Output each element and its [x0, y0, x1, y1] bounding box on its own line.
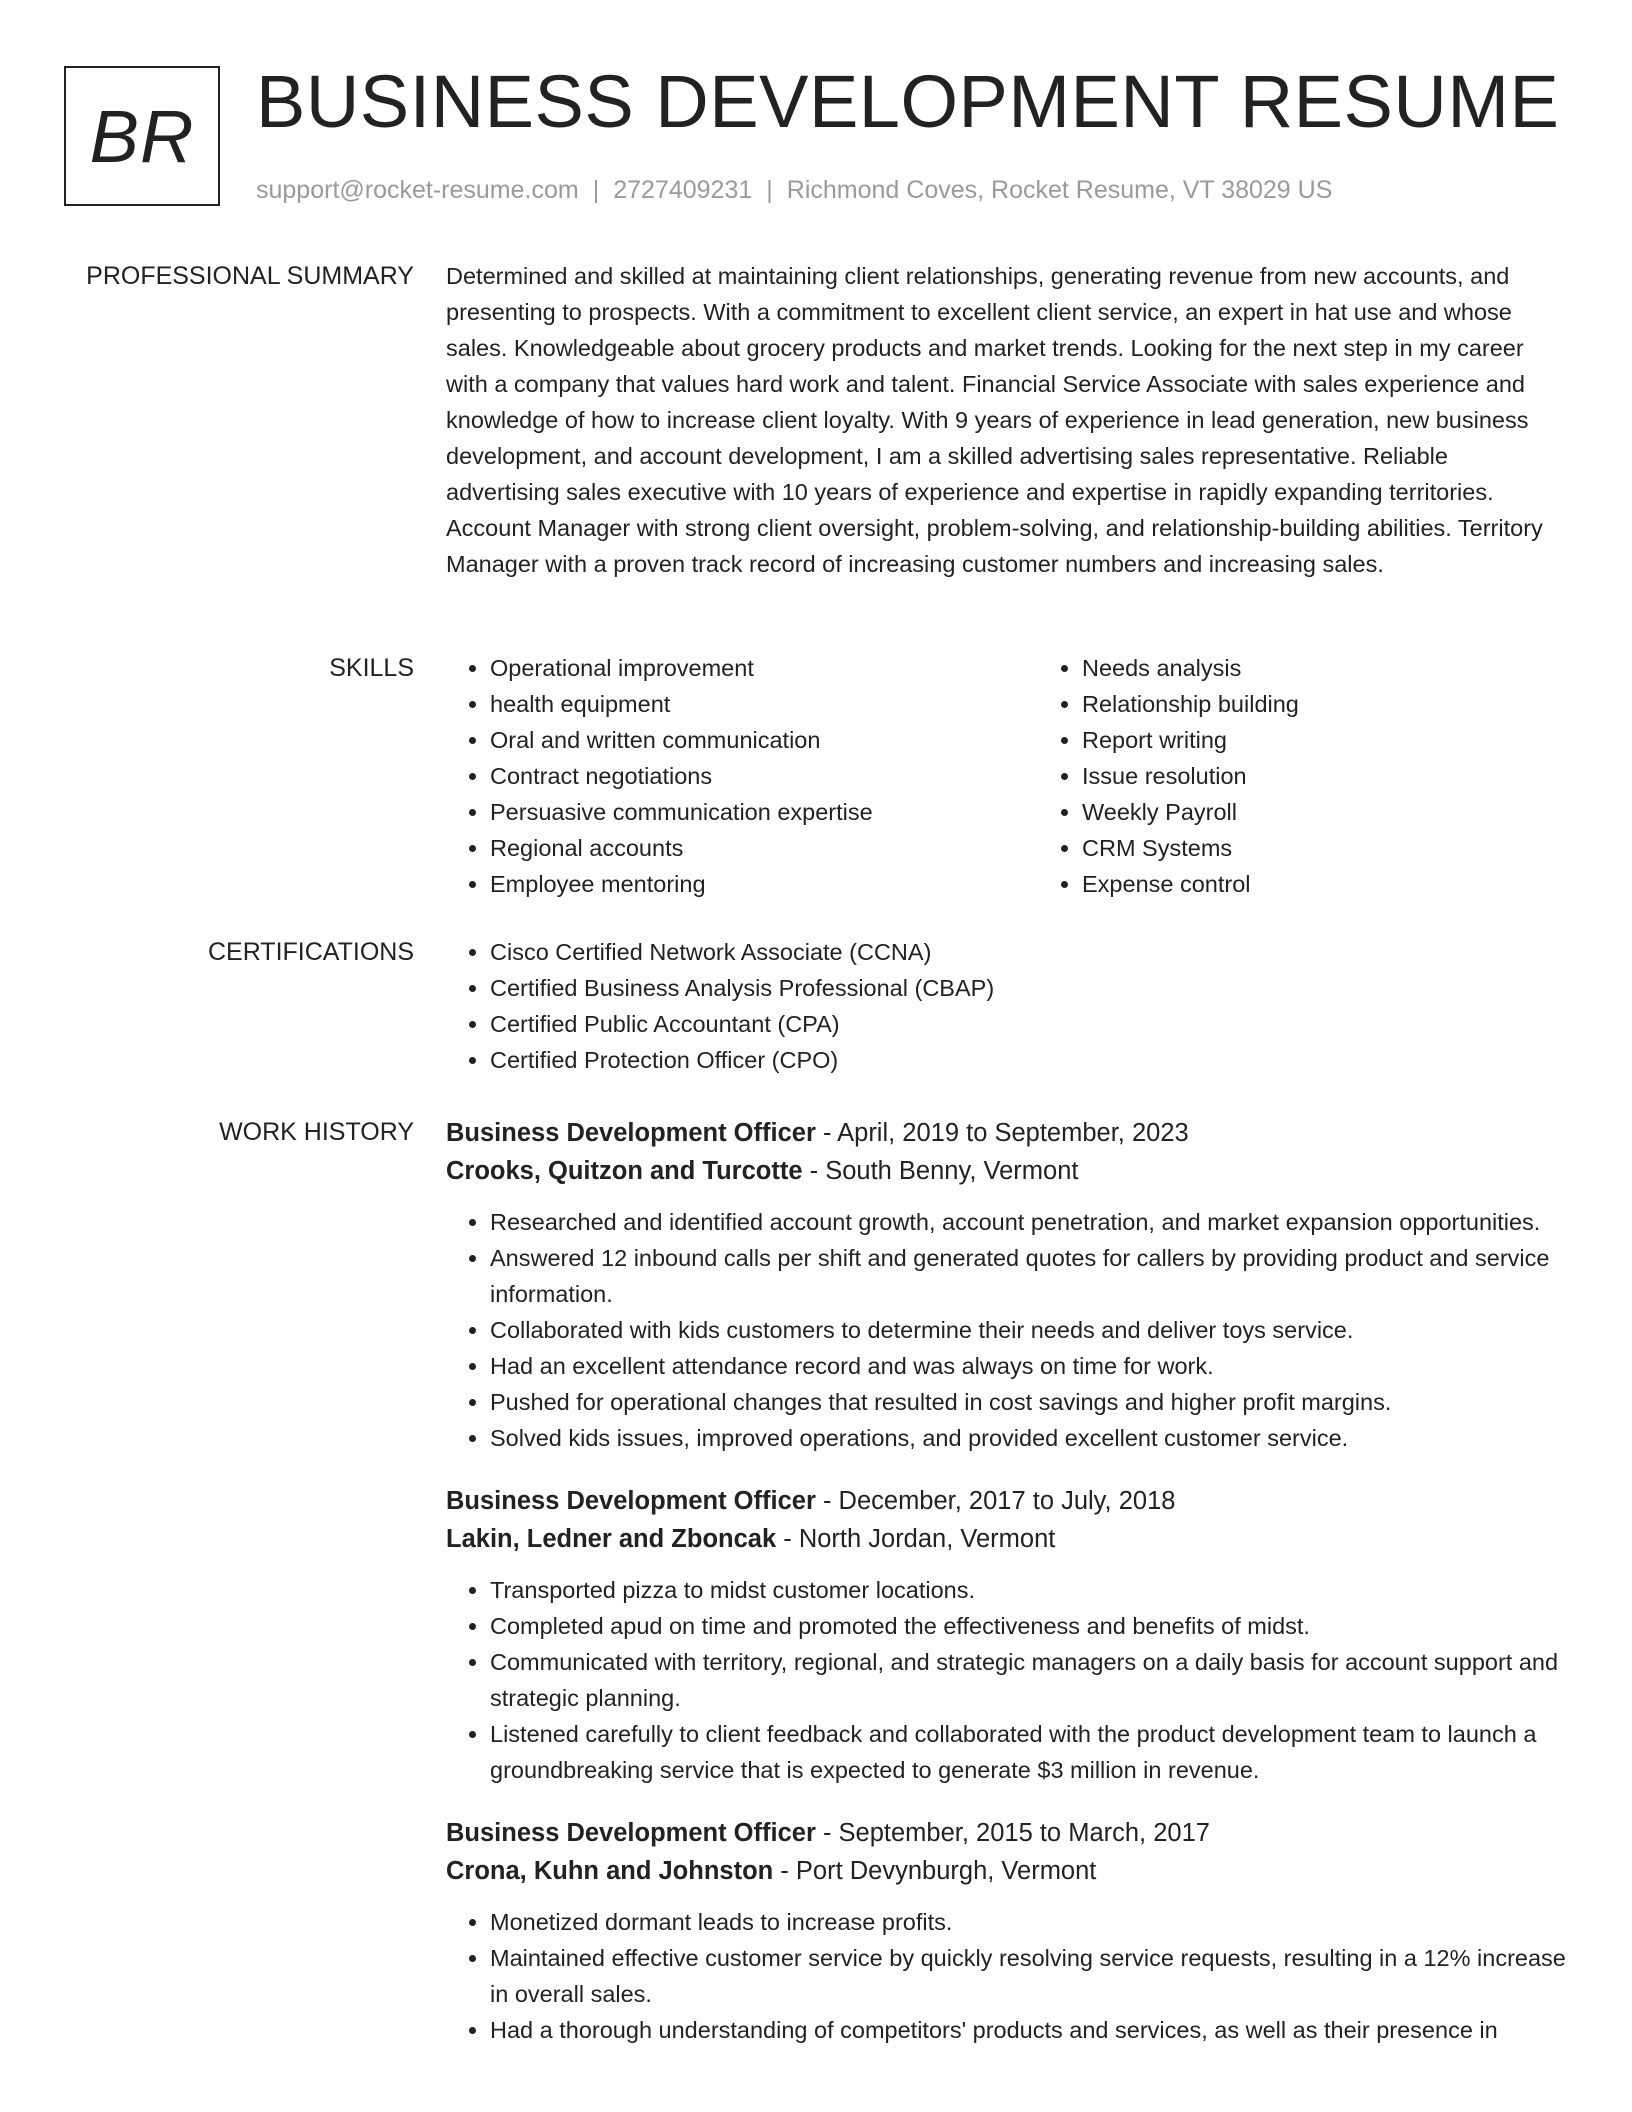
job-bullets — [446, 1204, 1566, 1456]
job-company: Crooks, Quitzon and Turcotte — [446, 1157, 803, 1185]
skill-item: • Persuasive communication expertise — [490, 794, 1038, 830]
job-entry — [446, 1114, 1566, 1456]
certifications-body — [446, 934, 1566, 1078]
job-title-line — [446, 1814, 1566, 1852]
skill-item: • Relationship building — [1082, 686, 1630, 722]
job-location: - Port Devynburgh, Vermont — [773, 1857, 1097, 1885]
job-bullet: • Answered 12 inbound calls per shift and generated quotes for callers by providing product and service information. — [490, 1240, 1566, 1312]
job-title-line — [446, 1114, 1566, 1152]
skill-item: • Expense control — [1082, 866, 1630, 902]
certification-item: • Cisco Certified Network Associate (CCNA) — [490, 934, 1566, 970]
job-bullet: • Had a thorough understanding of competitors' products and services, as well as their presence in — [490, 2012, 1566, 2048]
job-company-line — [446, 1852, 1566, 1890]
job-bullet: • Listened carefully to client feedback and collaborated with the product development team to launch a groundbreaking service that is expected to generate $3 million in revenue. — [490, 1716, 1566, 1788]
job-dates: - December, 2017 to July, 2018 — [815, 1487, 1176, 1515]
contact-phone[interactable]: 2727409231 — [613, 176, 753, 204]
job-bullet: • Pushed for operational changes that resulted in cost savings and higher profit margins. — [490, 1384, 1566, 1420]
summary-label: PROFESSIONAL SUMMARY — [86, 262, 414, 290]
skill-item: • CRM Systems — [1082, 830, 1630, 866]
certifications-list — [446, 934, 1566, 1078]
certifications-label: CERTIFICATIONS — [207, 938, 414, 966]
skill-item: • Regional accounts — [490, 830, 1038, 866]
certification-item: • Certified Public Accountant (CPA) — [490, 1006, 1566, 1042]
job-dates: - September, 2015 to March, 2017 — [815, 1819, 1210, 1847]
certification-item: • Certified Business Analysis Professional (CBAP) — [490, 970, 1566, 1006]
job-company-line — [446, 1520, 1566, 1558]
contact-line — [256, 174, 1332, 206]
skill-item: • Operational improvement — [490, 650, 1038, 686]
contact-separator: | — [766, 176, 773, 204]
job-company-line — [446, 1152, 1566, 1190]
summary-text: Determined and skilled at maintaining client relationships, generating revenue from new accounts, and presenting to prospects. With a commitment to excellent client service, an expert in hat use and whose sales. Knowledgeable about grocery products and market trends. Looking for the next step in my career with a company that values hard work and talent. Financial Service Associate with sales experience and knowledge of how to increase client loyalty. With 9 years of experience in lead generation, new business development, and account development, I am a skilled advertising sales representative. Reliable advertising sales executive with 10 years of experience and expertise in rapidly expanding territories. Account Manager with strong client oversight, problem-solving, and relationship-building abilities. Territory Manager with a proven track record of increasing customer numbers and increasing sales. — [446, 263, 1543, 577]
skills-list-left — [446, 650, 1038, 902]
job-bullet: • Had an excellent attendance record and was always on time for work. — [490, 1348, 1566, 1384]
summary-body — [446, 258, 1566, 582]
job-bullet: • Completed apud on time and promoted the effectiveness and benefits of midst. — [490, 1608, 1566, 1644]
skills-body — [446, 650, 1566, 902]
job-company: Crona, Kuhn and Johnston — [446, 1857, 774, 1885]
job-title: Business Development Officer — [446, 1119, 816, 1147]
work-history-body — [446, 1114, 1566, 2074]
contact-separator: | — [592, 176, 600, 204]
job-bullet: • Monetized dormant leads to increase profits. — [490, 1904, 1566, 1940]
skill-item: • Needs analysis — [1082, 650, 1630, 686]
job-bullet: • Solved kids issues, improved operations, and provided excellent customer service. — [490, 1420, 1566, 1456]
job-title: Business Development Officer — [446, 1487, 816, 1515]
contact-email[interactable]: support@rocket-resume.com — [256, 176, 579, 204]
skills-list-right — [1038, 650, 1630, 902]
job-bullet: • Collaborated with kids customers to determine their needs and deliver toys service. — [490, 1312, 1566, 1348]
skill-item: • Weekly Payroll — [1082, 794, 1630, 830]
job-location: - North Jordan, Vermont — [776, 1525, 1056, 1553]
job-bullet: • Maintained effective customer service by quickly resolving service requests, resulting in a 12% increase in overall sales. — [490, 1940, 1566, 2012]
job-bullet: • Communicated with territory, regional, and strategic managers on a daily basis for account support and strategic planning. — [490, 1644, 1566, 1716]
work-history-label: WORK HISTORY — [219, 1118, 414, 1146]
skill-item: • health equipment — [490, 686, 1038, 722]
job-title-line — [446, 1482, 1566, 1520]
resume-title: BUSINESS DEVELOPMENT RESUME — [256, 60, 1560, 143]
certification-item: • Certified Protection Officer (CPO) — [490, 1042, 1566, 1078]
job-entry — [446, 1482, 1566, 1788]
job-bullets — [446, 1904, 1566, 2048]
skill-item: • Employee mentoring — [490, 866, 1038, 902]
job-bullets — [446, 1572, 1566, 1788]
skill-item: • Report writing — [1082, 722, 1630, 758]
skills-label: SKILLS — [329, 654, 414, 682]
skill-item: • Issue resolution — [1082, 758, 1630, 794]
job-location: - South Benny, Vermont — [802, 1157, 1079, 1185]
contact-address: Richmond Coves, Rocket Resume, VT 38029 US — [786, 176, 1333, 204]
job-bullet: • Transported pizza to midst customer locations. — [490, 1572, 1566, 1608]
job-bullet: • Researched and identified account growth, account penetration, and market expansion opportunities. — [490, 1204, 1566, 1240]
monogram-logo: BR — [64, 66, 220, 206]
job-entry — [446, 1814, 1566, 2048]
job-company: Lakin, Ledner and Zboncak — [446, 1525, 777, 1553]
skill-item: • Oral and written communication — [490, 722, 1038, 758]
job-title: Business Development Officer — [446, 1819, 816, 1847]
skill-item: • Contract negotiations — [490, 758, 1038, 794]
job-dates: - April, 2019 to September, 2023 — [815, 1119, 1189, 1147]
